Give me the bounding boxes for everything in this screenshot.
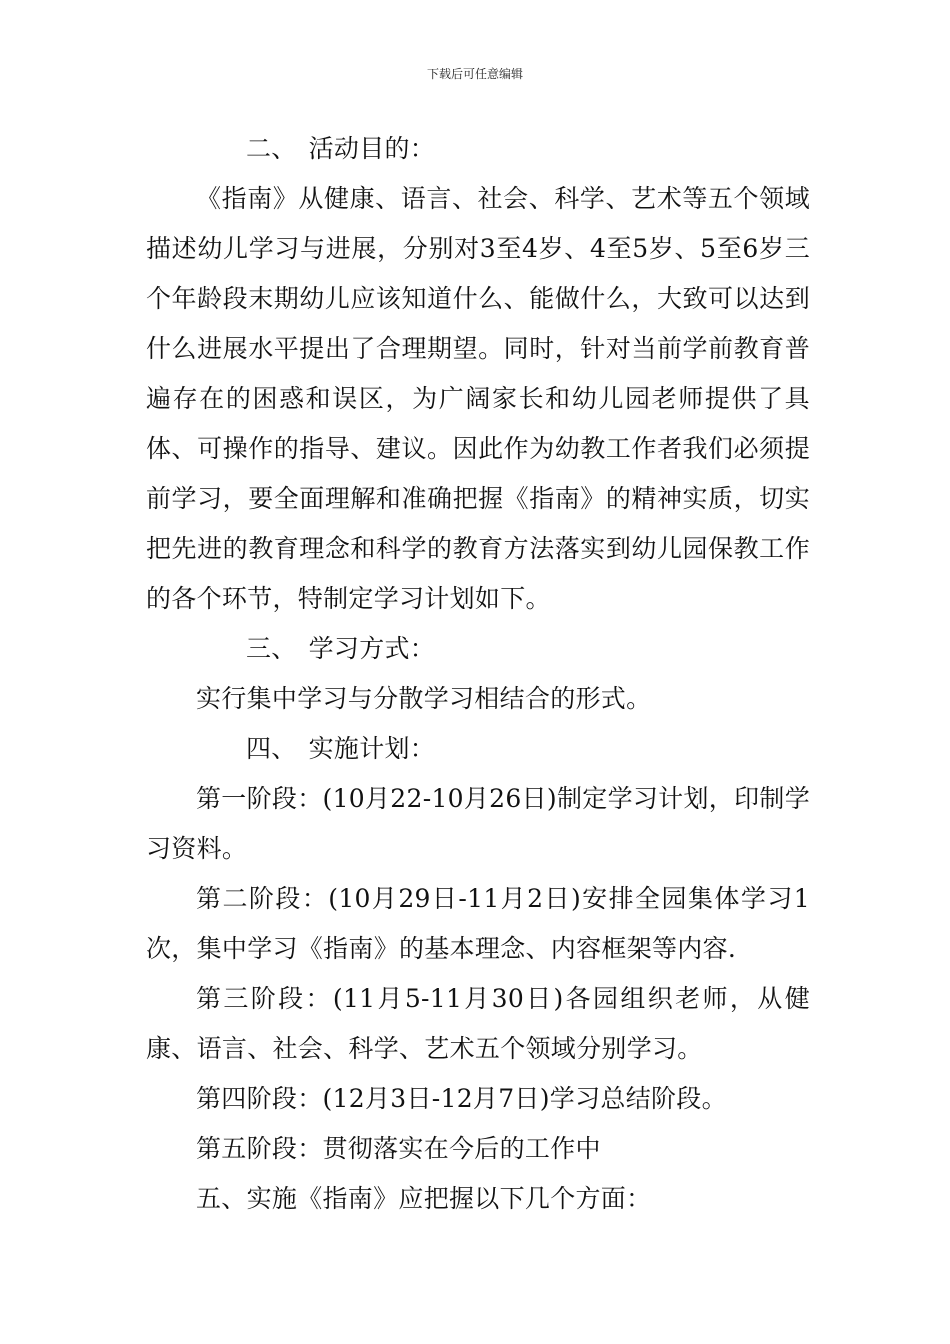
section-2-number: 二、	[246, 134, 297, 163]
section-4-title: 实施计划：	[308, 734, 436, 763]
phase-5-paragraph: 第五阶段：贯彻落实在今后的工作中	[196, 1134, 601, 1163]
section-2-heading	[146, 124, 810, 174]
section-4-number: 四、	[246, 734, 297, 763]
phase-4-paragraph: 第四阶段：(12月3日-12月7日)学习总结阶段。	[196, 1084, 727, 1113]
section-3-paragraph: 实行集中学习与分散学习相结合的形式。	[196, 684, 652, 713]
page-header: 下载后可任意编辑	[426, 67, 523, 81]
document-body	[146, 124, 810, 1224]
section-2-paragraph: 《指南》从健康、语言、社会、科学、艺术等五个领域描述幼儿学习与进展，分别对3至4岁、4至5岁、5至6岁三个年龄段末期幼儿应该知道什么、能做什么，大致可以达到什么进展水平提出了合理期望。同时，针对当前学前教育普遍存在的困惑和误区，为广阔家长和幼儿园老师提供了具体、可操作的指导、建议。因此作为幼教工作者我们必须提前学习，要全面理解和准确把握《指南》的精神实质，切实把先进的教育理念和科学的教育方法落实到幼儿园保教工作的各个环节，特制定学习计划如下。	[146, 184, 810, 613]
section-3-heading	[146, 624, 810, 674]
section-5-heading: 五、实施《指南》应把握以下几个方面：	[196, 1184, 652, 1213]
section-2-title: 活动目的：	[308, 134, 436, 163]
phase-2-paragraph: 第二阶段：(10月29日-11月2日)安排全园集体学习1次，集中学习《指南》的基本理念、内容框架等内容.	[146, 884, 810, 963]
section-3-number: 三、	[246, 634, 297, 663]
phase-1-paragraph: 第一阶段：(10月22-10月26日)制定学习计划，印制学习资料。	[146, 784, 810, 863]
phase-3-paragraph: 第三阶段：(11月5-11月30日)各园组织老师，从健康、语言、社会、科学、艺术五个领域分别学习。	[146, 984, 810, 1063]
section-3-title: 学习方式：	[308, 634, 436, 663]
section-4-heading	[146, 724, 810, 774]
